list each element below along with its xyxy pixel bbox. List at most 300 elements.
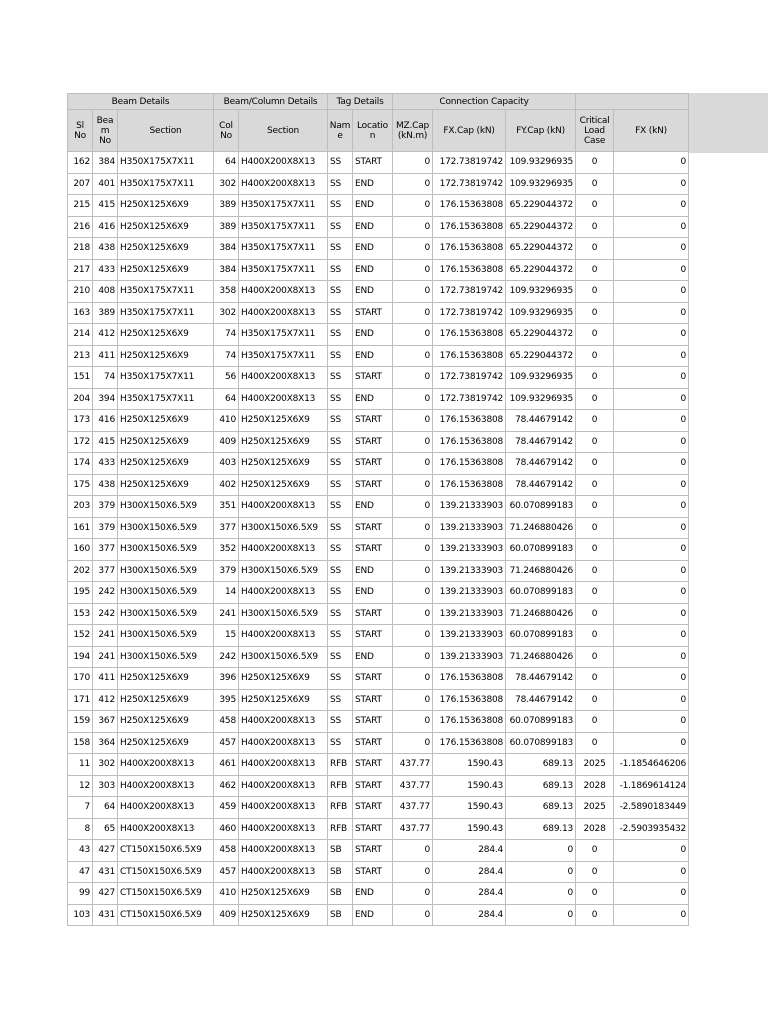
col-no-cell: 402 — [214, 474, 239, 496]
beam-no-cell: 241 — [93, 625, 118, 647]
fx-cap-cell: 139.21333903 — [433, 646, 506, 668]
fy-cap-cell: 71.246880426 — [506, 560, 576, 582]
location-cell: END — [353, 259, 393, 281]
beam-no-cell: 431 — [93, 861, 118, 883]
col-section-cell: H250X125X6X9 — [239, 883, 328, 905]
beam-no-cell: 438 — [93, 238, 118, 260]
beam-section-cell: H250X125X6X9 — [118, 410, 214, 432]
critical-load-case-cell: 0 — [576, 474, 614, 496]
table-row — [68, 173, 689, 195]
name-cell: SS — [328, 216, 353, 238]
beam-section-cell: H300X150X6.5X9 — [118, 603, 214, 625]
col-no-cell: 409 — [214, 904, 239, 926]
fx-cell: 0 — [614, 560, 689, 582]
sl-no-cell: 213 — [68, 345, 93, 367]
fy-cap-cell: 689.13 — [506, 775, 576, 797]
beam-no-cell: 401 — [93, 173, 118, 195]
table-row — [68, 861, 689, 883]
table-row — [68, 775, 689, 797]
critical-load-case-cell: 0 — [576, 840, 614, 862]
beam-section-cell: H250X125X6X9 — [118, 216, 214, 238]
location-cell: START — [353, 539, 393, 561]
fx-cap-cell: 1590.43 — [433, 754, 506, 776]
sl-no-cell: 204 — [68, 388, 93, 410]
location-cell: START — [353, 754, 393, 776]
name-cell: SS — [328, 689, 353, 711]
beam-section-cell: H250X125X6X9 — [118, 431, 214, 453]
table-row — [68, 431, 689, 453]
name-cell: SS — [328, 324, 353, 346]
beam-section-cell: H400X200X8X13 — [118, 754, 214, 776]
mz-cap-cell: 0 — [393, 496, 433, 518]
fx-cell: -1.1854646206 — [614, 754, 689, 776]
col-section-cell: H250X125X6X9 — [239, 689, 328, 711]
name-cell: SS — [328, 173, 353, 195]
beam-section-cell: H300X150X6.5X9 — [118, 646, 214, 668]
col-section-cell: H300X150X6.5X9 — [239, 646, 328, 668]
col-section-cell: H400X200X8X13 — [239, 754, 328, 776]
fy-cap-cell: 689.13 — [506, 818, 576, 840]
mz-cap-cell: 0 — [393, 646, 433, 668]
fx-cap-cell: 176.15363808 — [433, 259, 506, 281]
fy-cap-cell: 689.13 — [506, 754, 576, 776]
location-cell: END — [353, 173, 393, 195]
col-section-cell: H350X175X7X11 — [239, 345, 328, 367]
location-cell: END — [353, 883, 393, 905]
beam-no-cell: 65 — [93, 818, 118, 840]
sl-no-cell: 12 — [68, 775, 93, 797]
col-no-cell: 458 — [214, 711, 239, 733]
name-cell: SS — [328, 259, 353, 281]
table-row — [68, 281, 689, 303]
fx-cell: 0 — [614, 603, 689, 625]
fx-cell: -2.5903935432 — [614, 818, 689, 840]
beam-section-cell: H250X125X6X9 — [118, 238, 214, 260]
critical-load-case-cell: 2025 — [576, 797, 614, 819]
fy-cap-cell: 65.229044372 — [506, 324, 576, 346]
col-section-cell: H400X200X8X13 — [239, 388, 328, 410]
col-no-cell: 396 — [214, 668, 239, 690]
fx-cap-cell: 176.15363808 — [433, 668, 506, 690]
critical-load-case-cell: 0 — [576, 582, 614, 604]
fx-cap-cell: 139.21333903 — [433, 539, 506, 561]
col-no-cell: 410 — [214, 410, 239, 432]
beam-no-cell: 427 — [93, 840, 118, 862]
sl-no-cell: 170 — [68, 668, 93, 690]
col-no-cell: 379 — [214, 560, 239, 582]
beam-section-cell: H250X125X6X9 — [118, 474, 214, 496]
fx-cap-cell: 139.21333903 — [433, 560, 506, 582]
beam-section-cell: H250X125X6X9 — [118, 259, 214, 281]
mz-cap-cell: 0 — [393, 560, 433, 582]
sl-no-cell: 99 — [68, 883, 93, 905]
table-row — [68, 238, 689, 260]
beam-no-cell: 364 — [93, 732, 118, 754]
fy-cap-cell: 71.246880426 — [506, 603, 576, 625]
col-no-cell: 410 — [214, 883, 239, 905]
location-cell: START — [353, 732, 393, 754]
col-section-cell: H250X125X6X9 — [239, 453, 328, 475]
group-header-beam-details: Beam Details — [68, 94, 214, 110]
beam-no-cell: 74 — [93, 367, 118, 389]
fx-cell: 0 — [614, 539, 689, 561]
beam-section-cell: H350X175X7X11 — [118, 367, 214, 389]
fx-cell: 0 — [614, 689, 689, 711]
mz-cap-cell: 0 — [393, 668, 433, 690]
col-no-cell: 389 — [214, 195, 239, 217]
critical-load-case-cell: 0 — [576, 689, 614, 711]
mz-cap-cell: 0 — [393, 238, 433, 260]
fy-cap-cell: 60.070899183 — [506, 711, 576, 733]
col-no-cell: 56 — [214, 367, 239, 389]
fx-cell: 0 — [614, 431, 689, 453]
fx-cell: 0 — [614, 302, 689, 324]
location-cell: START — [353, 840, 393, 862]
fy-cap-cell: 78.44679142 — [506, 474, 576, 496]
beam-no-cell: 379 — [93, 496, 118, 518]
mz-cap-cell: 0 — [393, 689, 433, 711]
critical-load-case-cell: 0 — [576, 173, 614, 195]
name-cell: SB — [328, 861, 353, 883]
beam-section-cell: CT150X150X6.5X9 — [118, 883, 214, 905]
fx-cell: 0 — [614, 367, 689, 389]
beam-section-cell: H250X125X6X9 — [118, 324, 214, 346]
critical-load-case-cell: 0 — [576, 259, 614, 281]
table-row — [68, 646, 689, 668]
fx-cap-cell: 139.21333903 — [433, 496, 506, 518]
fx-cap-cell: 284.4 — [433, 840, 506, 862]
name-cell: SS — [328, 646, 353, 668]
side-panel — [688, 93, 768, 153]
beam-section-cell: H250X125X6X9 — [118, 195, 214, 217]
fy-cap-cell: 109.93296935 — [506, 367, 576, 389]
name-cell: SB — [328, 904, 353, 926]
fx-cell: 0 — [614, 388, 689, 410]
connection-capacity-table — [67, 93, 689, 926]
mz-cap-cell: 437.77 — [393, 818, 433, 840]
fx-cell: 0 — [614, 904, 689, 926]
location-cell: END — [353, 496, 393, 518]
fx-cell: 0 — [614, 625, 689, 647]
col-no-cell: 460 — [214, 818, 239, 840]
col-header-critical-load-case: Critical Load Case — [576, 110, 614, 152]
col-section-cell: H400X200X8X13 — [239, 861, 328, 883]
fx-cap-cell: 284.4 — [433, 904, 506, 926]
critical-load-case-cell: 0 — [576, 388, 614, 410]
critical-load-case-cell: 0 — [576, 410, 614, 432]
beam-section-cell: H300X150X6.5X9 — [118, 625, 214, 647]
fy-cap-cell: 109.93296935 — [506, 302, 576, 324]
beam-section-cell: H250X125X6X9 — [118, 453, 214, 475]
fx-cap-cell: 139.21333903 — [433, 582, 506, 604]
mz-cap-cell: 0 — [393, 367, 433, 389]
name-cell: SS — [328, 431, 353, 453]
col-section-cell: H400X200X8X13 — [239, 367, 328, 389]
name-cell: SS — [328, 152, 353, 174]
name-cell: RFB — [328, 797, 353, 819]
sl-no-cell: 163 — [68, 302, 93, 324]
fx-cap-cell: 176.15363808 — [433, 345, 506, 367]
col-header-sl-no: Sl No — [68, 110, 93, 152]
name-cell: SS — [328, 367, 353, 389]
table-row — [68, 732, 689, 754]
critical-load-case-cell: 0 — [576, 668, 614, 690]
mz-cap-cell: 0 — [393, 431, 433, 453]
sl-no-cell: 11 — [68, 754, 93, 776]
fy-cap-cell: 78.44679142 — [506, 453, 576, 475]
sl-no-cell: 153 — [68, 603, 93, 625]
col-section-cell: H250X125X6X9 — [239, 668, 328, 690]
critical-load-case-cell: 0 — [576, 453, 614, 475]
col-section-cell: H350X175X7X11 — [239, 238, 328, 260]
col-section-cell: H400X200X8X13 — [239, 711, 328, 733]
table-row — [68, 152, 689, 174]
fx-cell: 0 — [614, 496, 689, 518]
group-header-blank — [576, 94, 689, 110]
beam-no-cell: 241 — [93, 646, 118, 668]
location-cell: START — [353, 668, 393, 690]
beam-section-cell: H300X150X6.5X9 — [118, 582, 214, 604]
fx-cap-cell: 139.21333903 — [433, 625, 506, 647]
sl-no-cell: 152 — [68, 625, 93, 647]
col-header-col-no: Col No — [214, 110, 239, 152]
sl-no-cell: 172 — [68, 431, 93, 453]
fy-cap-cell: 78.44679142 — [506, 410, 576, 432]
location-cell: END — [353, 195, 393, 217]
name-cell: SB — [328, 840, 353, 862]
fy-cap-cell: 109.93296935 — [506, 281, 576, 303]
fy-cap-cell: 65.229044372 — [506, 345, 576, 367]
table-row — [68, 410, 689, 432]
beam-section-cell: H400X200X8X13 — [118, 818, 214, 840]
fy-cap-cell: 0 — [506, 840, 576, 862]
col-no-cell: 403 — [214, 453, 239, 475]
table-row — [68, 324, 689, 346]
col-no-cell: 461 — [214, 754, 239, 776]
col-section-cell: H400X200X8X13 — [239, 302, 328, 324]
table-row — [68, 582, 689, 604]
fx-cap-cell: 139.21333903 — [433, 603, 506, 625]
col-header-fx: FX (kN) — [614, 110, 689, 152]
col-header-col-section: Section — [239, 110, 328, 152]
fx-cell: 0 — [614, 410, 689, 432]
fx-cap-cell: 176.15363808 — [433, 453, 506, 475]
col-no-cell: 242 — [214, 646, 239, 668]
col-no-cell: 377 — [214, 517, 239, 539]
sl-no-cell: 216 — [68, 216, 93, 238]
table-row — [68, 840, 689, 862]
col-section-cell: H350X175X7X11 — [239, 324, 328, 346]
table-row — [68, 496, 689, 518]
col-no-cell: 389 — [214, 216, 239, 238]
beam-no-cell: 412 — [93, 689, 118, 711]
fx-cap-cell: 176.15363808 — [433, 689, 506, 711]
sl-no-cell: 210 — [68, 281, 93, 303]
fy-cap-cell: 65.229044372 — [506, 195, 576, 217]
mz-cap-cell: 0 — [393, 324, 433, 346]
group-header-tag-details: Tag Details — [328, 94, 393, 110]
beam-no-cell: 415 — [93, 431, 118, 453]
col-section-cell: H250X125X6X9 — [239, 431, 328, 453]
col-section-cell: H400X200X8X13 — [239, 818, 328, 840]
table-row — [68, 904, 689, 926]
fx-cap-cell: 172.73819742 — [433, 173, 506, 195]
col-section-cell: H300X150X6.5X9 — [239, 603, 328, 625]
table-row — [68, 474, 689, 496]
beam-no-cell: 411 — [93, 668, 118, 690]
col-no-cell: 15 — [214, 625, 239, 647]
beam-section-cell: H350X175X7X11 — [118, 388, 214, 410]
col-header-name: Nam e — [328, 110, 353, 152]
critical-load-case-cell: 2025 — [576, 754, 614, 776]
sl-no-cell: 173 — [68, 410, 93, 432]
col-no-cell: 74 — [214, 324, 239, 346]
col-no-cell: 457 — [214, 861, 239, 883]
beam-section-cell: H250X125X6X9 — [118, 711, 214, 733]
name-cell: SS — [328, 560, 353, 582]
mz-cap-cell: 0 — [393, 582, 433, 604]
critical-load-case-cell: 0 — [576, 195, 614, 217]
name-cell: SS — [328, 603, 353, 625]
col-section-cell: H400X200X8X13 — [239, 152, 328, 174]
location-cell: START — [353, 603, 393, 625]
critical-load-case-cell: 0 — [576, 302, 614, 324]
critical-load-case-cell: 0 — [576, 367, 614, 389]
location-cell: END — [353, 216, 393, 238]
mz-cap-cell: 0 — [393, 711, 433, 733]
mz-cap-cell: 437.77 — [393, 775, 433, 797]
mz-cap-cell: 0 — [393, 625, 433, 647]
fx-cap-cell: 176.15363808 — [433, 324, 506, 346]
fx-cap-cell: 176.15363808 — [433, 732, 506, 754]
location-cell: START — [353, 453, 393, 475]
name-cell: RFB — [328, 754, 353, 776]
mz-cap-cell: 0 — [393, 603, 433, 625]
fx-cap-cell: 1590.43 — [433, 818, 506, 840]
location-cell: START — [353, 302, 393, 324]
table-row — [68, 625, 689, 647]
location-cell: START — [353, 367, 393, 389]
col-no-cell: 409 — [214, 431, 239, 453]
table-row — [68, 388, 689, 410]
location-cell: END — [353, 324, 393, 346]
table-row — [68, 453, 689, 475]
mz-cap-cell: 0 — [393, 474, 433, 496]
group-header-beam-column-details: Beam/Column Details — [214, 94, 328, 110]
col-no-cell: 74 — [214, 345, 239, 367]
critical-load-case-cell: 0 — [576, 216, 614, 238]
fx-cap-cell: 176.15363808 — [433, 238, 506, 260]
name-cell: SS — [328, 195, 353, 217]
beam-section-cell: H350X175X7X11 — [118, 173, 214, 195]
col-section-cell: H400X200X8X13 — [239, 625, 328, 647]
beam-section-cell: H350X175X7X11 — [118, 152, 214, 174]
sl-no-cell: 203 — [68, 496, 93, 518]
sl-no-cell: 215 — [68, 195, 93, 217]
location-cell: END — [353, 646, 393, 668]
table-row — [68, 797, 689, 819]
location-cell: START — [353, 625, 393, 647]
sl-no-cell: 171 — [68, 689, 93, 711]
location-cell: START — [353, 797, 393, 819]
beam-no-cell: 394 — [93, 388, 118, 410]
beam-no-cell: 408 — [93, 281, 118, 303]
col-section-cell: H400X200X8X13 — [239, 539, 328, 561]
critical-load-case-cell: 0 — [576, 883, 614, 905]
location-cell: START — [353, 861, 393, 883]
fy-cap-cell: 109.93296935 — [506, 388, 576, 410]
col-section-cell: H250X125X6X9 — [239, 474, 328, 496]
name-cell: SS — [328, 539, 353, 561]
name-cell: SS — [328, 732, 353, 754]
fx-cap-cell: 284.4 — [433, 861, 506, 883]
sl-no-cell: 7 — [68, 797, 93, 819]
sl-no-cell: 217 — [68, 259, 93, 281]
col-section-cell: H300X150X6.5X9 — [239, 560, 328, 582]
name-cell: SS — [328, 668, 353, 690]
sl-no-cell: 160 — [68, 539, 93, 561]
beam-no-cell: 384 — [93, 152, 118, 174]
beam-no-cell: 389 — [93, 302, 118, 324]
mz-cap-cell: 0 — [393, 453, 433, 475]
critical-load-case-cell: 0 — [576, 646, 614, 668]
col-section-cell: H250X125X6X9 — [239, 410, 328, 432]
fy-cap-cell: 65.229044372 — [506, 238, 576, 260]
col-header-location: Locatio n — [353, 110, 393, 152]
fx-cell: -2.5890183449 — [614, 797, 689, 819]
fx-cap-cell: 176.15363808 — [433, 711, 506, 733]
col-no-cell: 384 — [214, 238, 239, 260]
fx-cap-cell: 1590.43 — [433, 797, 506, 819]
fx-cell: 0 — [614, 711, 689, 733]
critical-load-case-cell: 0 — [576, 324, 614, 346]
sl-no-cell: 161 — [68, 517, 93, 539]
col-no-cell: 302 — [214, 173, 239, 195]
location-cell: START — [353, 431, 393, 453]
col-section-cell: H400X200X8X13 — [239, 775, 328, 797]
table-row — [68, 560, 689, 582]
fx-cap-cell: 176.15363808 — [433, 195, 506, 217]
beam-no-cell: 433 — [93, 453, 118, 475]
col-section-cell: H400X200X8X13 — [239, 732, 328, 754]
fy-cap-cell: 65.229044372 — [506, 216, 576, 238]
name-cell: SS — [328, 711, 353, 733]
name-cell: SS — [328, 410, 353, 432]
fy-cap-cell: 65.229044372 — [506, 259, 576, 281]
name-cell: SB — [328, 883, 353, 905]
table-body — [68, 152, 689, 926]
beam-no-cell: 433 — [93, 259, 118, 281]
col-header-fy-cap: FY.Cap (kN) — [506, 110, 576, 152]
sl-no-cell: 47 — [68, 861, 93, 883]
col-header-mz-cap: MZ.Cap (kN.m) — [393, 110, 433, 152]
beam-no-cell: 416 — [93, 216, 118, 238]
fx-cap-cell: 172.73819742 — [433, 302, 506, 324]
group-header-row — [68, 94, 689, 110]
critical-load-case-cell: 0 — [576, 861, 614, 883]
critical-load-case-cell: 0 — [576, 732, 614, 754]
col-section-cell: H250X125X6X9 — [239, 904, 328, 926]
location-cell: END — [353, 560, 393, 582]
fx-cell: 0 — [614, 517, 689, 539]
beam-no-cell: 411 — [93, 345, 118, 367]
fx-cell: 0 — [614, 732, 689, 754]
col-section-cell: H400X200X8X13 — [239, 582, 328, 604]
col-no-cell: 14 — [214, 582, 239, 604]
name-cell: SS — [328, 345, 353, 367]
name-cell: RFB — [328, 818, 353, 840]
fx-cap-cell: 172.73819742 — [433, 367, 506, 389]
